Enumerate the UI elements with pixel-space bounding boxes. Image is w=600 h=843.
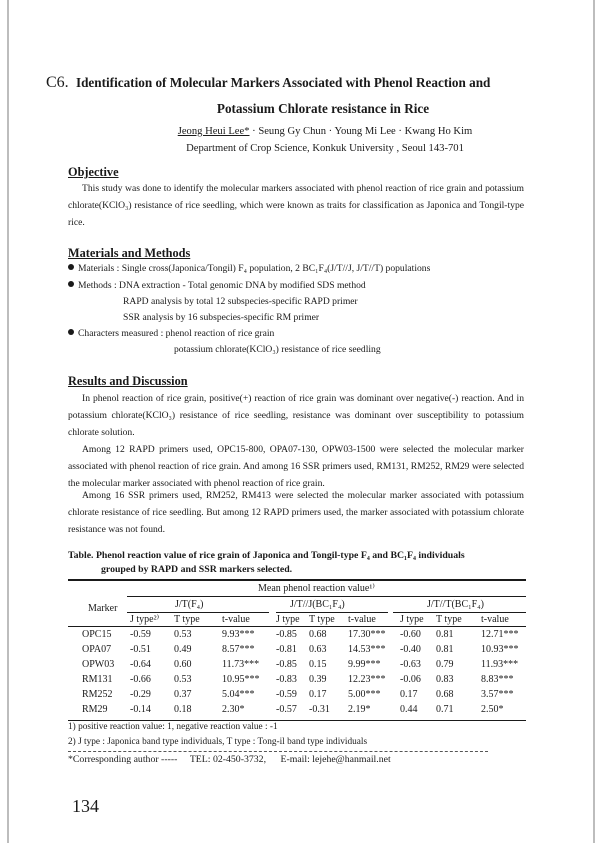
table-cell: 0.18 <box>174 704 192 715</box>
table-cell: 0.71 <box>436 704 454 715</box>
table-cell: 2.30* <box>222 704 245 715</box>
coauthors: · Seung Gy Chun · Young Mi Lee · Kwang Ho Kim <box>249 126 473 137</box>
table-cell: -0.59 <box>130 629 151 640</box>
table-caption <box>68 549 538 577</box>
table-footnote-2: 2) J type : Japonica band type individuals, T type : Tong-il band type individuals <box>68 737 368 747</box>
table-cell: 0.37 <box>174 689 192 700</box>
table-cell: 11.93*** <box>481 659 519 670</box>
bullet-icon <box>68 329 74 335</box>
abstract-code: C6. <box>46 74 69 91</box>
table-cell: 0.49 <box>174 644 192 655</box>
table-cell: 9.93*** <box>222 629 255 640</box>
table-cell: 8.83*** <box>481 674 514 685</box>
table-cell: 8.57*** <box>222 644 255 655</box>
table-cell: 0.39 <box>309 674 327 685</box>
table-row-marker: RM252 <box>82 689 113 700</box>
table-cell: -0.64 <box>130 659 151 670</box>
table-caption-line-1: Table. Phenol reaction value of rice grain of Japonica and Tongil-type F₄ and BC₁F₄ individuals <box>68 550 465 561</box>
table-row-marker: RM131 <box>82 674 113 685</box>
subheader-t-type-1: T type <box>174 614 200 625</box>
bullet-icon <box>68 281 74 287</box>
table-row-marker: OPW03 <box>82 659 115 670</box>
results-paragraph-3: Among 16 SSR primers used, RM252, RM413 were selected the molecular marker associated with potassium chlorate resistance of rice seedling. But among 12 RAPD primers used, the marker associated with potassium chlorate resistance was not found. <box>68 490 524 535</box>
title-block <box>46 74 566 154</box>
table-cell: 5.00*** <box>348 689 381 700</box>
group-rule-1 <box>127 612 269 613</box>
table-row-marker: OPA07 <box>82 644 112 655</box>
telephone: TEL: 02-450-3732, <box>189 754 267 765</box>
group-header-bc1f4-t: J/T//T(BC₁F₄) <box>427 599 484 610</box>
characters-item: Characters measured : phenol reaction of rice grain <box>68 328 274 339</box>
bullet-icon <box>68 264 74 270</box>
table-cell: -0.57 <box>276 704 297 715</box>
table-cell: -0.63 <box>400 659 421 670</box>
table-cell: 3.57*** <box>481 689 514 700</box>
objective-heading: Objective <box>68 165 119 179</box>
table-cell: 2.19* <box>348 704 371 715</box>
subheader-t-value-3: t-value <box>481 614 509 625</box>
group-rule-3 <box>393 612 526 613</box>
methods-heading: Materials and Methods <box>68 246 191 260</box>
characters-kclo3: potassium chlorate(KClO₃) resistance of rice seedling <box>174 344 381 355</box>
table-cell: -0.29 <box>130 689 151 700</box>
title-text-1: Identification of Molecular Markers Associated with Phenol Reaction and <box>75 75 491 90</box>
header-bottom-rule <box>68 626 526 627</box>
table-cell: 12.23*** <box>348 674 386 685</box>
materials-item: Materials : Single cross(Japonica/Tongil) F₄ population, 2 BC₁F₄(J/T//J, J/T//T) populations <box>68 263 430 274</box>
methods-ssr: SSR analysis by 16 subspecies-specific RM primer <box>123 312 320 323</box>
table-cell: -0.51 <box>130 644 151 655</box>
right-scan-border <box>593 0 595 843</box>
table-cell: -0.66 <box>130 674 151 685</box>
email: E-mail: lejehe@hanmail.net <box>280 754 391 765</box>
subheader-j-type-2: J type <box>276 614 300 625</box>
table-cell: -0.85 <box>276 659 297 670</box>
affiliation: Department of Crop Science, Konkuk University , Seoul 143-701 <box>186 143 464 154</box>
correspondence-line <box>68 754 391 765</box>
methods-item: Methods : DNA extraction - Total genomic DNA by modified SDS method <box>68 280 366 291</box>
table-cell: 9.99*** <box>348 659 381 670</box>
table-cell: 14.53*** <box>348 644 386 655</box>
table-cell: 0.81 <box>436 644 454 655</box>
table-cell: 0.79 <box>436 659 454 670</box>
page-number: 134 <box>72 796 99 816</box>
table-cell: 0.17 <box>309 689 327 700</box>
table-cell: 12.71*** <box>481 629 519 640</box>
table-cell: -0.31 <box>309 704 330 715</box>
group-rule-2 <box>276 612 388 613</box>
table-cell: 0.15 <box>309 659 327 670</box>
table-row-marker: RM29 <box>82 704 108 715</box>
span-header-rule <box>127 596 526 597</box>
table-cell: 10.93*** <box>481 644 519 655</box>
table-top-rule <box>68 579 526 581</box>
results-heading: Results and Discussion <box>68 374 188 388</box>
subheader-j-type-3: J type <box>400 614 424 625</box>
subheader-t-value-1: t-value <box>222 614 250 625</box>
results-paragraph-2: Among 12 RAPD primers used, OPC15-800, OPA07-130, OPW03-1500 were selected the molecular marker associated with phenol reaction of rice grain. And among 16 SSR primers used, RM131, RM252, RM29 were selected the molecular marker associated with phenol reaction of rice grain. <box>68 444 524 489</box>
corresponding-author: Jeong Heui Lee* <box>177 126 250 137</box>
table-bottom-rule <box>68 720 526 721</box>
subheader-t-type-2: T type <box>309 614 335 625</box>
table-cell: -0.40 <box>400 644 421 655</box>
author-list <box>46 126 566 137</box>
table-cell: 0.53 <box>174 629 192 640</box>
group-header-f4: J/T(F₄) <box>175 599 204 610</box>
table-footnote-1: 1) positive reaction value: 1, negative reaction value : -1 <box>68 722 278 732</box>
table-caption-line-2: grouped by RAPD and SSR markers selected. <box>101 564 293 575</box>
table-cell: 0.53 <box>174 674 192 685</box>
subheader-t-type-3: T type <box>436 614 462 625</box>
marker-column-header: Marker <box>88 603 118 614</box>
table-cell: 2.50* <box>481 704 504 715</box>
title-line-2: Potassium Chlorate resistance in Rice <box>216 101 430 116</box>
table-cell: 0.68 <box>436 689 454 700</box>
table-cell: -0.85 <box>276 629 297 640</box>
table-cell: 0.63 <box>309 644 327 655</box>
table-cell: 0.68 <box>309 629 327 640</box>
subheader-t-value-2: t-value <box>348 614 376 625</box>
table-cell: -0.81 <box>276 644 297 655</box>
results-paragraph-1: In phenol reaction of rice grain, positive(+) reaction of rice grain was dominant over negative(-) reaction. And in potassium chlorate(KClO₃) resistance of rice seedling, resistance was dominant over susceptibility to potassium chlorate solution. <box>68 393 524 438</box>
table-cell: 0.83 <box>436 674 454 685</box>
table-cell: 0.60 <box>174 659 192 670</box>
table-cell: -0.83 <box>276 674 297 685</box>
table-cell: -0.59 <box>276 689 297 700</box>
group-header-bc1f4-j: J/T//J(BC₁F₄) <box>290 599 345 610</box>
table-cell: -0.14 <box>130 704 151 715</box>
table-cell: 0.81 <box>436 629 454 640</box>
table-cell: 0.17 <box>400 689 418 700</box>
table-cell: 17.30*** <box>348 629 386 640</box>
corresponding-author-label: *Corresponding author ----- <box>68 754 178 765</box>
table-cell: 10.95*** <box>222 674 260 685</box>
subheader-j-type-1: J type²⁾ <box>130 614 160 625</box>
table-cell: 11.73*** <box>222 659 260 670</box>
table-row-marker: OPC15 <box>82 629 112 640</box>
table-cell: -0.06 <box>400 674 421 685</box>
table-cell: -0.60 <box>400 629 421 640</box>
left-scan-border <box>7 0 9 843</box>
table-cell: 5.04*** <box>222 689 255 700</box>
table-span-header: Mean phenol reaction value¹⁾ <box>258 583 375 594</box>
methods-rapd: RAPD analysis by total 12 subspecies-specific RAPD primer <box>123 296 358 307</box>
title-line-1 <box>46 74 566 92</box>
table-cell: 0.44 <box>400 704 418 715</box>
dashed-separator <box>68 751 488 752</box>
objective-text: This study was done to identify the molecular markers associated with phenol reaction of rice grain and potassium chlorate(KClO₃) resistance of rice seedling, which were known as traits for classification as Japonica and Tongil-type rice. <box>68 183 524 228</box>
